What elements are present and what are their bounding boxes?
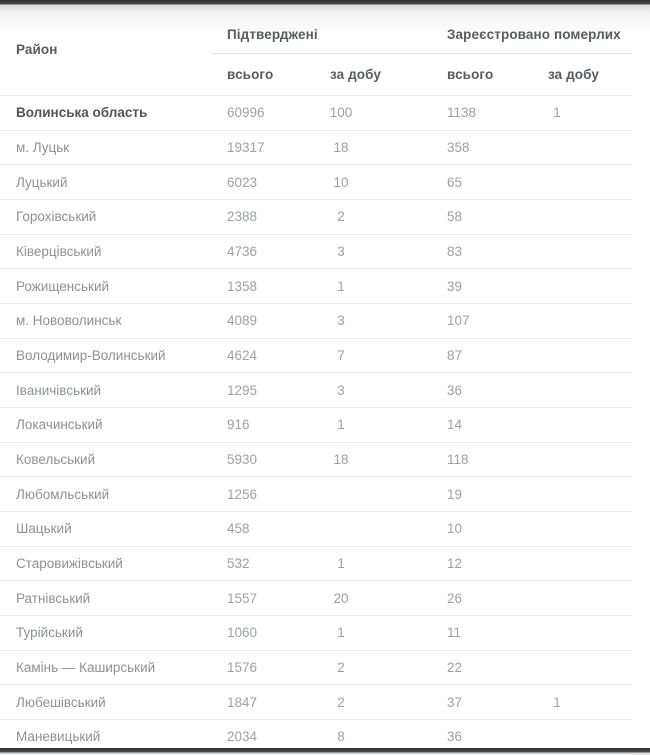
column-group-confirmed: Підтверджені [211,4,431,54]
deaths-daily-cell [534,304,632,339]
district-name: Ківерцівський [16,244,102,260]
confirmed-daily-value: 1 [337,278,345,294]
deaths-total-value: 39 [447,278,463,294]
deaths-total-value: 83 [447,244,463,260]
column-header-deaths-daily: за добу [548,67,599,82]
confirmed-total-value: 2034 [227,729,258,745]
deaths-daily-cell [534,442,632,477]
confirmed-daily-value: 3 [337,382,345,398]
district-name: Володимир-Волинський [16,348,166,364]
confirmed-daily-cell [314,373,431,408]
confirmed-total-value: 1295 [227,382,258,398]
confirmed-daily-cell [314,234,431,269]
confirmed-daily-cell [314,477,431,512]
deaths-daily-cell [534,234,632,269]
confirmed-daily-value: 2 [337,209,345,225]
confirmed-daily-value: 100 [329,105,353,121]
table-row [0,408,632,443]
header-group-row [0,4,632,54]
deaths-total-value: 107 [447,313,470,329]
district-name: Ратнівський [16,590,91,606]
table-row [0,304,632,339]
confirmed-daily-value: 1 [337,417,345,433]
confirmed-daily-cell [314,130,431,165]
confirmed-total-value: 458 [227,521,250,537]
table-row [0,720,632,755]
deaths-daily-cell [534,581,632,616]
column-header-district: Район [16,42,58,57]
district-name: м. Нововолинськ [16,313,122,329]
deaths-daily-cell [534,685,632,720]
confirmed-daily-cell [314,720,431,755]
confirmed-daily-value: 2 [337,660,345,676]
table-row [0,512,632,547]
deaths-daily-cell [534,616,632,651]
district-name: м. Луцьк [16,140,70,155]
table-row [0,338,632,373]
district-name: Локачинський [16,417,103,433]
table-row [0,442,632,477]
confirmed-total-value: 1576 [227,660,258,676]
deaths-daily-cell [534,269,632,304]
deaths-total-value: 58 [447,209,463,225]
table-row [0,200,632,235]
deaths-daily-cell [534,130,632,165]
confirmed-daily-cell [314,165,431,200]
district-name: Старовижівський [16,556,123,572]
confirmed-daily-value: 1 [337,625,345,641]
deaths-total-value: 36 [447,382,463,398]
confirmed-daily-cell [314,546,431,581]
confirmed-total-value: 2388 [227,209,258,225]
deaths-total-value: 36 [447,729,463,745]
deaths-daily-cell [534,96,632,131]
confirmed-daily-value: 3 [337,313,345,329]
confirmed-daily-cell [314,96,431,131]
confirmed-total-value: 1358 [227,278,258,294]
confirmed-total-value: 1256 [227,486,258,502]
confirmed-total-value: 1847 [227,694,258,710]
confirmed-daily-cell [314,304,431,339]
confirmed-total-value: 19317 [227,140,265,155]
confirmed-daily-cell [314,338,431,373]
table-row [0,234,632,269]
table-row [0,581,632,616]
confirmed-daily-value: 2 [337,694,345,710]
deaths-daily-value: 1 [553,105,561,121]
district-name: Камінь — Каширський [16,660,156,676]
district-name: Любешівський [16,694,106,710]
column-header-confirmed-total: всього [227,67,274,82]
confirmed-total-value: 4089 [227,313,258,329]
deaths-total-value: 19 [447,486,463,502]
deaths-total-value: 37 [447,694,463,710]
confirmed-daily-cell [314,408,431,443]
table-row [0,546,632,581]
deaths-daily-cell [534,650,632,685]
deaths-daily-cell [534,546,632,581]
table-row [0,96,632,131]
column-header-deaths-total: всього [447,67,494,82]
deaths-daily-cell [534,338,632,373]
confirmed-daily-cell [314,650,431,685]
deaths-daily-cell [534,512,632,547]
confirmed-total-value: 1557 [227,590,258,606]
column-header-confirmed-daily: за добу [330,67,381,82]
district-name: Волинська область [16,105,148,121]
table-row [0,650,632,685]
table-row [0,477,632,512]
deaths-daily-cell [534,373,632,408]
deaths-total-value: 87 [447,348,463,364]
table-row [0,373,632,408]
confirmed-total-value: 532 [227,556,250,572]
district-name: Горохівський [16,209,97,225]
deaths-daily-value: 1 [553,694,561,710]
deaths-daily-cell [534,408,632,443]
district-name: Луцький [16,174,68,190]
deaths-total-value: 358 [447,140,470,155]
district-name: Шацький [16,521,72,537]
deaths-total-value: 11 [447,625,462,641]
confirmed-total-value: 6023 [227,174,258,190]
confirmed-daily-value: 3 [337,244,345,260]
deaths-total-value: 22 [447,660,463,676]
covid-stats-table [0,4,632,755]
confirmed-daily-cell [314,685,431,720]
table-row [0,616,632,651]
confirmed-total-value: 4736 [227,244,258,260]
confirmed-daily-value: 8 [337,729,345,745]
deaths-total-value: 65 [447,174,463,190]
deaths-daily-cell [534,477,632,512]
deaths-total-value: 1138 [447,105,477,121]
confirmed-daily-cell [314,512,431,547]
confirmed-total-value: 1060 [227,625,258,641]
deaths-total-value: 14 [447,417,463,433]
confirmed-daily-cell [314,616,431,651]
confirmed-daily-value: 7 [337,348,345,364]
confirmed-total-value: 60996 [227,105,265,121]
table-body [0,96,632,755]
table-header [0,4,632,96]
confirmed-total-value: 916 [227,417,250,433]
district-name: Іваничівський [16,382,102,398]
table-row [0,269,632,304]
confirmed-daily-value: 18 [333,452,349,468]
table-row [0,685,632,720]
table-row [0,130,632,165]
deaths-daily-cell [534,165,632,200]
confirmed-daily-value: 10 [333,174,349,190]
confirmed-daily-cell [314,200,431,235]
confirmed-daily-value: 18 [333,140,349,155]
district-name: Турійський [16,625,83,641]
deaths-daily-cell [534,200,632,235]
table-row [0,165,632,200]
district-name: Рожищенський [16,278,110,294]
deaths-total-value: 10 [447,521,463,537]
district-name: Маневицький [16,729,101,745]
confirmed-daily-value: 1 [337,556,345,572]
confirmed-total-value: 4624 [227,348,258,364]
district-name: Любомльський [16,486,110,502]
confirmed-total-value: 5930 [227,452,258,468]
confirmed-daily-value: 20 [333,590,349,606]
confirmed-daily-cell [314,581,431,616]
confirmed-daily-cell [314,269,431,304]
confirmed-daily-cell [314,442,431,477]
deaths-total-value: 12 [447,556,463,572]
district-name: Ковельський [16,452,96,468]
deaths-total-value: 118 [447,452,469,468]
column-group-deaths: Зареєстровано померлих [431,4,632,54]
deaths-daily-cell [534,720,632,755]
deaths-total-value: 26 [447,590,463,606]
